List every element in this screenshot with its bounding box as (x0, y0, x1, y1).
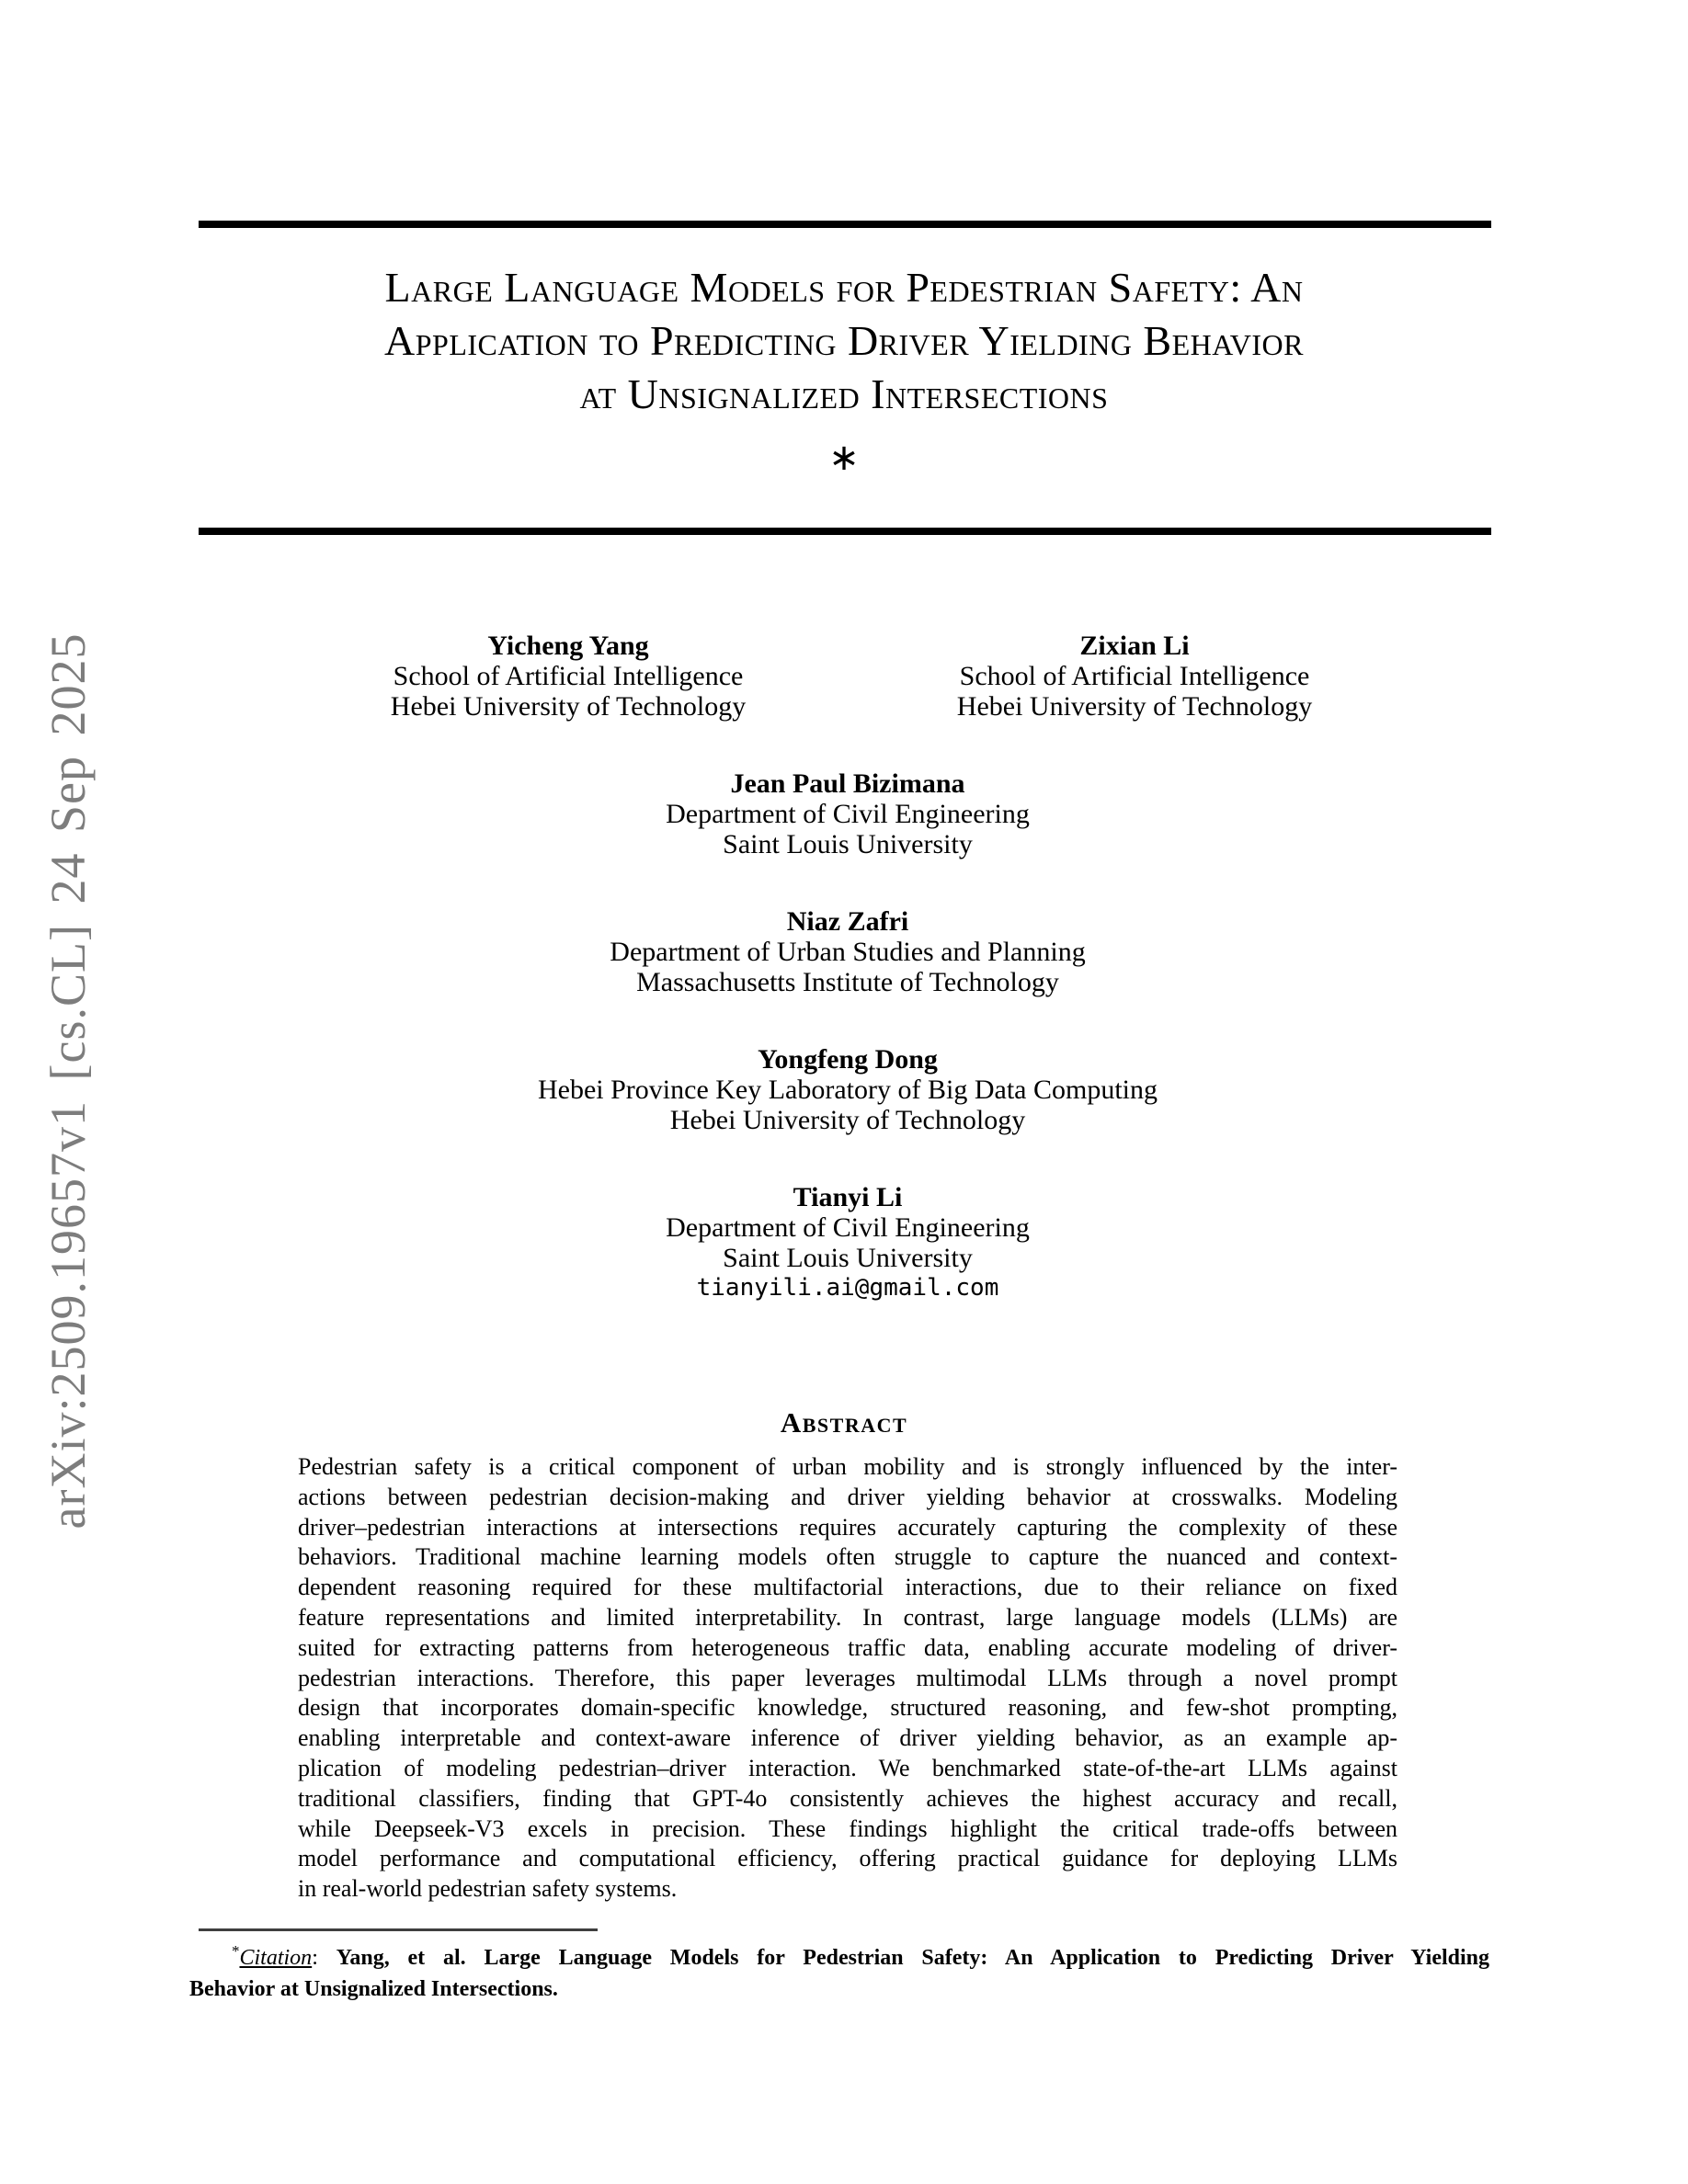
author-name: Tianyi Li (793, 1182, 903, 1212)
abstract-line: enabling interpretable and context-aware inference of driver yielding behavior, as an example ap- (298, 1724, 1397, 1752)
author-affiliation: Hebei University of Technology (956, 691, 1313, 722)
abstract-line: actions between pedestrian decision-making and driver yielding behavior at crosswalks. Modeling (298, 1483, 1397, 1510)
author-email: tianyili.ai@gmail.com (696, 1274, 999, 1302)
author-name: Zixian Li (1079, 631, 1190, 661)
author-affiliation: Hebei University of Technology (390, 691, 747, 722)
citation-footnote-line1 (189, 1936, 1489, 1974)
paper-title-line1: Large Language Models for Pedestrian Safety: An (384, 264, 1304, 311)
author-affiliation: Saint Louis University (723, 829, 973, 859)
author-affiliation: Hebei University of Technology (669, 1105, 1026, 1135)
abstract-line: design that incorporates domain-specific knowledge, structured reasoning, and few-shot prompting, (298, 1694, 1397, 1722)
top-rule (199, 221, 1491, 228)
citation-label: Citation (239, 1946, 313, 1970)
author-affiliation: Hebei Province Key Laboratory of Big Data Computing (537, 1075, 1158, 1105)
author-affiliation: School of Artificial Intelligence (959, 661, 1310, 691)
author-affiliation: School of Artificial Intelligence (393, 661, 744, 691)
author-block-niaz-zafri (526, 906, 1169, 997)
author-affiliation: Department of Urban Studies and Planning (610, 937, 1086, 967)
abstract-line: pedestrian interactions. Therefore, this paper leverages multimodal LLMs through a novel prompt (298, 1664, 1397, 1691)
abstract-body (298, 1452, 1397, 1905)
abstract-heading: Abstract (780, 1406, 908, 1439)
paper-title (99, 261, 1589, 421)
author-name: Niaz Zafri (786, 906, 909, 937)
citation-footnote (189, 1936, 1489, 2005)
author-block-tianyi-li (526, 1182, 1169, 1303)
abstract-line: while Deepseek-V3 excels in precision. These findings highlight the critical trade-offs between (298, 1814, 1397, 1842)
author-name: Yongfeng Dong (758, 1044, 938, 1075)
author-affiliation: Department of Civil Engineering (666, 1212, 1030, 1243)
abstract-line: Pedestrian safety is a critical component of urban mobility and is strongly influenced by the inter- (298, 1453, 1397, 1480)
title-thanks-mark: ∗ (828, 437, 860, 478)
citation-footnote-line2: Behavior at Unsignalized Intersections. (189, 1977, 558, 2001)
abstract-line: in real-world pedestrian safety systems. (298, 1875, 678, 1903)
author-name: Jean Paul Bizimana (730, 768, 965, 799)
author-block-zixian-li (813, 631, 1456, 722)
paper-title-line2: Application to Predicting Driver Yielding Behavior (384, 317, 1304, 364)
abstract-line: model performance and computational efficiency, offering practical guidance for deploying LLMs (298, 1845, 1397, 1872)
author-block-yongfeng-dong (526, 1044, 1169, 1135)
abstract-line: suited for extracting patterns from heterogeneous traffic data, enabling accurate modeling of driver- (298, 1633, 1397, 1661)
citation-text: Yang, et al. Large Language Models for Pedestrian Safety: An Application to Predicting Driver Yielding (336, 1946, 1490, 1970)
paper-title-line3: at Unsignalized Intersections (579, 370, 1109, 417)
footnote-rule (199, 1928, 598, 1931)
citation-separator: : (312, 1946, 336, 1970)
abstract-line: feature representations and limited interpretability. In contrast, large language models (LLMs) are (298, 1603, 1397, 1631)
author-affiliation: Saint Louis University (723, 1243, 973, 1273)
abstract-line: dependent reasoning required for these multifactorial interactions, due to their reliance on fixed (298, 1574, 1397, 1601)
abstract-line: traditional classifiers, finding that GPT-4o consistently achieves the highest accuracy and recall, (298, 1784, 1397, 1812)
author-name: Yicheng Yang (487, 631, 649, 661)
abstract-line: driver–pedestrian interactions at intersections requires accurately capturing the complexity of these (298, 1513, 1397, 1541)
mid-rule (199, 528, 1491, 535)
author-affiliation: Massachusetts Institute of Technology (636, 967, 1059, 997)
abstract-line: plication of modeling pedestrian–driver interaction. We benchmarked state-of-the-art LLMs against (298, 1754, 1397, 1781)
arxiv-watermark: arXiv:2509.19657v1 [cs.CL] 24 Sep 2025 (40, 632, 96, 1530)
author-affiliation: Department of Civil Engineering (666, 799, 1030, 829)
footnote-marker: * (232, 1942, 240, 1960)
author-block-yicheng-yang (246, 631, 890, 722)
abstract-line: behaviors. Traditional machine learning models often struggle to capture the nuanced and context- (298, 1543, 1397, 1571)
author-block-jean-paul-bizimana (526, 768, 1169, 859)
